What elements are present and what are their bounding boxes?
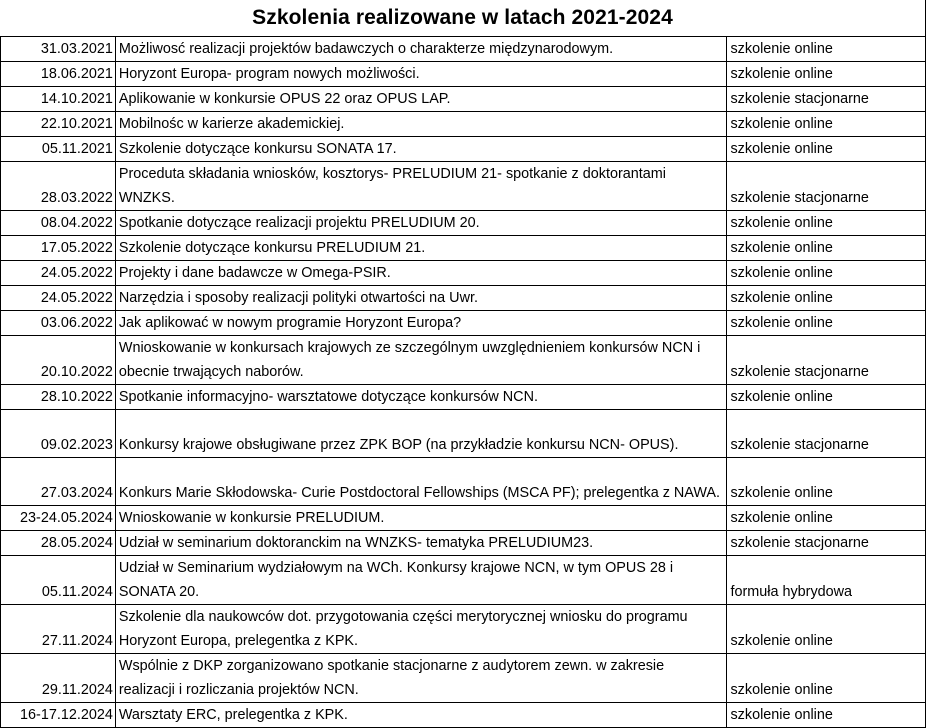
date-cell[interactable]: 08.04.2022 [1,211,116,236]
format-cell[interactable]: szkolenie online [727,112,926,137]
description-cell[interactable]: Projekty i dane badawcze w Omega-PSIR. [115,261,727,286]
description-cell[interactable]: Aplikowanie w konkursie OPUS 22 oraz OPUS LAP. [115,87,727,112]
table-row [1,286,926,311]
description-cell[interactable]: Jak aplikować w nowym programie Horyzont Europa? [115,311,727,336]
date-cell[interactable]: 05.11.2021 [1,137,116,162]
format-cell[interactable]: szkolenie stacjonarne [727,87,926,112]
date-cell[interactable]: 28.10.2022 [1,385,116,410]
format-cell[interactable]: szkolenie online [727,506,926,531]
table-row [1,211,926,236]
format-cell[interactable]: szkolenie stacjonarne [727,531,926,556]
format-cell[interactable]: szkolenie stacjonarne [727,162,926,211]
table-row [1,311,926,336]
date-cell[interactable]: 17.05.2022 [1,236,116,261]
format-cell[interactable]: szkolenie online [727,385,926,410]
table-row [1,556,926,605]
description-cell[interactable]: Konkursy krajowe obsługiwane przez ZPK BOP (na przykładzie konkursu NCN- OPUS). [115,410,727,458]
table-row [1,703,926,728]
date-cell[interactable]: 28.03.2022 [1,162,116,211]
table-body [1,37,926,728]
table-row [1,654,926,703]
description-cell[interactable]: Wnioskowanie w konkursie PRELUDIUM. [115,506,727,531]
format-cell[interactable]: szkolenie online [727,261,926,286]
description-cell[interactable]: Spotkanie dotyczące realizacji projektu PRELUDIUM 20. [115,211,727,236]
description-cell[interactable]: Szkolenie dla naukowców dot. przygotowania części merytorycznej wniosku do programu Horyzont Europa, prelegentka z KPK. [115,605,727,654]
description-cell[interactable]: Spotkanie informacyjno- warsztatowe dotyczące konkursów NCN. [115,385,727,410]
date-cell[interactable]: 16-17.12.2024 [1,703,116,728]
date-cell[interactable]: 29.11.2024 [1,654,116,703]
format-cell[interactable]: szkolenie online [727,311,926,336]
table-row [1,605,926,654]
table-row [1,410,926,458]
description-cell[interactable]: Warsztaty ERC, prelegentka z KPK. [115,703,727,728]
description-cell[interactable]: Wspólnie z DKP zorganizowano spotkanie stacjonarne z audytorem zewn. w zakresie realizacji i rozliczania projektów NCN. [115,654,727,703]
table-row [1,336,926,385]
date-cell[interactable]: 05.11.2024 [1,556,116,605]
format-cell[interactable]: szkolenie online [727,458,926,506]
table-row [1,162,926,211]
description-cell[interactable]: Udział w seminarium doktoranckim na WNZKS- tematyka PRELUDIUM23. [115,531,727,556]
description-cell[interactable]: Szkolenie dotyczące konkursu PRELUDIUM 21. [115,236,727,261]
table-row [1,385,926,410]
table-row [1,112,926,137]
table-row [1,458,926,506]
date-cell[interactable]: 14.10.2021 [1,87,116,112]
date-cell[interactable]: 03.06.2022 [1,311,116,336]
description-cell[interactable]: Konkurs Marie Skłodowska- Curie Postdoctoral Fellowships (MSCA PF); prelegentka z NAWA. [115,458,727,506]
date-cell[interactable]: 23-24.05.2024 [1,506,116,531]
format-cell[interactable]: szkolenie online [727,211,926,236]
description-cell[interactable]: Mobilnośc w karierze akademickiej. [115,112,727,137]
table-row [1,87,926,112]
table-row [1,506,926,531]
table-row [1,261,926,286]
date-cell[interactable]: 27.11.2024 [1,605,116,654]
trainings-table [0,36,926,728]
table-row [1,37,926,62]
date-cell[interactable]: 18.06.2021 [1,62,116,87]
date-cell[interactable]: 24.05.2022 [1,261,116,286]
format-cell[interactable]: szkolenie online [727,286,926,311]
format-cell[interactable]: szkolenie online [727,654,926,703]
description-cell[interactable]: Narzędzia i sposoby realizacji polityki otwartości na Uwr. [115,286,727,311]
format-cell[interactable]: formuła hybrydowa [727,556,926,605]
format-cell[interactable]: szkolenie online [727,37,926,62]
format-cell[interactable]: szkolenie stacjonarne [727,410,926,458]
date-cell[interactable]: 27.03.2024 [1,458,116,506]
description-cell[interactable]: Proceduta składania wniosków, kosztorys- PRELUDIUM 21- spotkanie z doktorantami WNZKS. [115,162,727,211]
date-cell[interactable]: 22.10.2021 [1,112,116,137]
sheet-title: Szkolenia realizowane w latach 2021-2024 [0,0,926,36]
format-cell[interactable]: szkolenie online [727,236,926,261]
table-row [1,236,926,261]
format-cell[interactable]: szkolenie online [727,703,926,728]
description-cell[interactable]: Możliwosć realizacji projektów badawczych o charakterze międzynarodowym. [115,37,727,62]
format-cell[interactable]: szkolenie online [727,605,926,654]
description-cell[interactable]: Horyzont Europa- program nowych możliwości. [115,62,727,87]
format-cell[interactable]: szkolenie stacjonarne [727,336,926,385]
table-row [1,62,926,87]
date-cell[interactable]: 28.05.2024 [1,531,116,556]
date-cell[interactable]: 31.03.2021 [1,37,116,62]
format-cell[interactable]: szkolenie online [727,62,926,87]
description-cell[interactable]: Szkolenie dotyczące konkursu SONATA 17. [115,137,727,162]
date-cell[interactable]: 20.10.2022 [1,336,116,385]
date-cell[interactable]: 24.05.2022 [1,286,116,311]
table-row [1,531,926,556]
date-cell[interactable]: 09.02.2023 [1,410,116,458]
format-cell[interactable]: szkolenie online [727,137,926,162]
table-row [1,137,926,162]
description-cell[interactable]: Udział w Seminarium wydziałowym na WCh. Konkursy krajowe NCN, w tym OPUS 28 i SONATA 20. [115,556,727,605]
description-cell[interactable]: Wnioskowanie w konkursach krajowych ze szczególnym uwzględnieniem konkursów NCN i obecnie trwających naborów. [115,336,727,385]
